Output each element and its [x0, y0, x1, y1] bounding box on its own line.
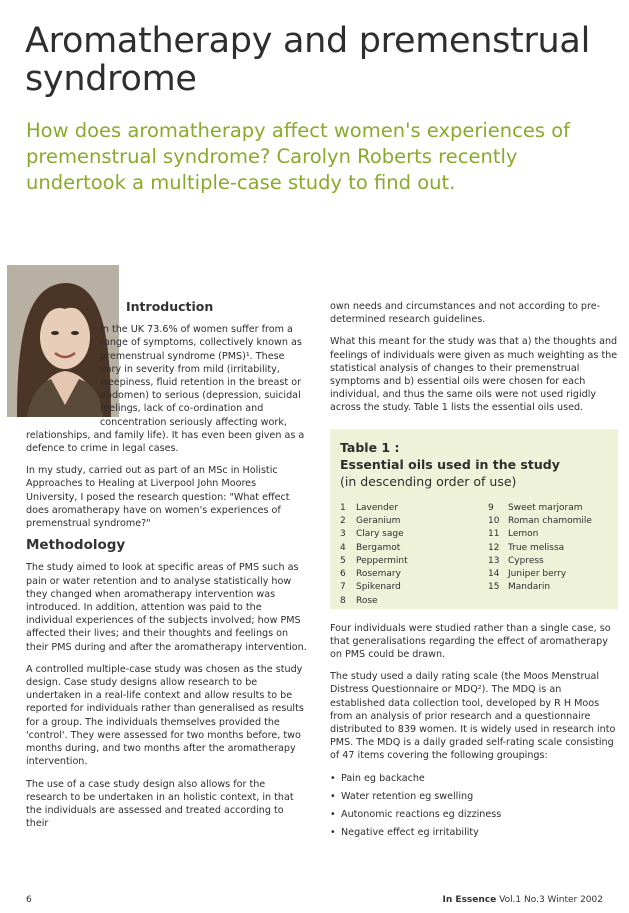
oil-item	[488, 502, 592, 515]
oil-item	[340, 528, 488, 541]
list-item-text: Water retention eg swelling	[341, 790, 474, 802]
right-column	[330, 300, 618, 844]
oil-name: True melissa	[508, 542, 565, 553]
oil-item	[488, 515, 592, 528]
oils-column-2	[488, 502, 592, 608]
list-item	[330, 808, 618, 821]
article-subtitle: How does aromatherapy affect women's experiences of premenstrual syndrome? Carolyn Roberts recently undertook a multiple-case study to find out.	[26, 119, 571, 194]
oil-item	[340, 568, 488, 581]
oil-item	[488, 528, 592, 541]
article-title: Aromatherapy and premenstrual syndrome	[25, 21, 591, 99]
right-paragraph-4: The study used a daily rating scale (the Moos Menstrual Distress Questionnaire or MDQ²). The MDQ is an established data collection tool, developed by R H Moos from an analysis of prior research and a questionnaire distributed to 839 women. It is widely used in research into PMS. The MDQ is a daily graded self-rating scale consisting of 47 items covering the following groupings:	[330, 671, 616, 762]
bullet-icon: •	[330, 827, 336, 839]
oil-rank: 3	[340, 529, 346, 540]
oil-item	[340, 595, 488, 608]
table-1-title: Table 1 :	[340, 439, 400, 455]
oil-name: Sweet marjoram	[508, 502, 583, 513]
oil-name: Cypress	[508, 555, 544, 566]
introduction-heading: Introduction	[126, 299, 214, 314]
photo-wrap-spacer	[0, 323, 100, 416]
oil-item	[340, 581, 488, 594]
oil-item	[488, 581, 592, 594]
oil-rank: 4	[340, 542, 346, 553]
oils-list	[340, 502, 608, 608]
table-1-subtitle: Essential oils used in the study	[340, 456, 560, 472]
oil-name: Mandarin	[508, 582, 551, 593]
oil-rank: 9	[488, 502, 494, 513]
oil-rank: 14	[488, 569, 500, 580]
oil-rank: 8	[340, 595, 346, 606]
oil-rank: 1	[340, 502, 346, 513]
mdq-groupings-list	[330, 772, 618, 840]
oil-name: Clary sage	[356, 529, 404, 540]
oil-name: Bergamot	[356, 542, 401, 553]
oil-name: Peppermint	[356, 555, 408, 566]
oil-rank: 12	[488, 542, 500, 553]
journal-footer	[443, 895, 603, 905]
oil-item	[488, 568, 592, 581]
oil-name: Rosemary	[356, 569, 401, 580]
intro-paragraph-1	[26, 323, 308, 455]
oil-name: Geranium	[356, 515, 401, 526]
page-number: 6	[26, 895, 32, 905]
bullet-icon: •	[330, 809, 336, 821]
list-item-text: Negative effect eg irritability	[341, 827, 479, 839]
methodology-paragraph-3: The use of a case study design also allows for the research to be undertaken in an holistic context, in that the individuals are assessed and treated according to their	[26, 778, 294, 830]
oil-item	[340, 502, 488, 515]
right-paragraph-2: What this meant for the study was that a) the thoughts and feelings of individuals were given as much weighting as the statistical analysis of changes to their premenstrual symptoms and b) essential oils were chosen for each individual, and thus the same oils were not used rigidly across the study. Table 1 lists the essential oils used.	[330, 336, 618, 414]
journal-issue: Vol.1 No.3 Winter 2002	[499, 895, 603, 905]
oil-name: Spikenard	[356, 582, 401, 593]
journal-name: In Essence	[442, 895, 497, 905]
right-paragraph-1: own needs and circumstances and not according to pre-determined research guidelines.	[330, 301, 601, 326]
oil-name: Rose	[356, 595, 378, 606]
oil-item	[488, 542, 592, 555]
table-1-note: (in descending order of use)	[340, 473, 517, 489]
methodology-paragraph-2: A controlled multiple-case study was chosen as the study design. Case study designs allow research to be undertaken in a real-life context and allow results to be reported for individuals rather than generalised as results for a group. The individuals themselves provided the 'control'. They were assessed for two months before, two months during, and two months after the aromatherapy intervention.	[26, 663, 304, 768]
right-paragraph-3: Four individuals were studied rather than a single case, so that generalisations regarding the effect of aromatherapy on PMS could be drawn.	[330, 622, 611, 661]
oil-rank: 13	[488, 555, 500, 566]
oil-rank: 7	[340, 582, 346, 593]
list-item-text: Pain eg backache	[341, 772, 425, 784]
oils-column-1	[340, 502, 488, 608]
intro-paragraph-2: In my study, carried out as part of an MSc in Holistic Approaches to Healing at Liverpool John Moores University, I posed the research question: "What effect does aromatherapy have on women's experiences of premenstrual syndrome?"	[26, 465, 290, 530]
list-item	[330, 772, 618, 785]
list-item	[330, 790, 618, 803]
oil-rank: 15	[488, 582, 500, 593]
left-column	[26, 300, 308, 839]
oil-item	[340, 515, 488, 528]
oil-rank: 6	[340, 569, 346, 580]
oil-item	[340, 542, 488, 555]
bullet-icon: •	[330, 790, 336, 802]
list-item	[330, 826, 618, 839]
intro-paragraph-1-text: In the UK 73.6% of women suffer from a range of symptoms, collectively known as premenstrual syndrome (PMS)¹. These vary in severity from mild (irritability, weepiness, fluid retention in the breast or abdomen) to serious (depression, suicidal feelings, lack of co-ordination and concentration seriously affecting work, relationships, and family life). It has even been given as a defence to crime in legal cases.	[26, 324, 305, 455]
oil-name: Lemon	[508, 529, 539, 540]
list-item-text: Autonomic reactions eg dizziness	[341, 809, 502, 821]
oil-name: Roman chamomile	[508, 515, 592, 526]
oil-item	[340, 555, 488, 568]
oil-rank: 5	[340, 555, 346, 566]
bullet-icon: •	[330, 772, 336, 784]
oil-rank: 2	[340, 515, 346, 526]
oil-rank: 11	[488, 529, 500, 540]
oil-item	[488, 555, 592, 568]
table-1-box	[330, 429, 618, 609]
oil-name: Lavender	[356, 502, 399, 513]
methodology-paragraph-1: The study aimed to look at specific areas of PMS such as pain or water retention and to analyse statistically how they changed when aromatherapy intervention was introduced. In addition, attention was paid to the individual experiences of the subjects involved; how PMS affected their lives; and their thoughts and feelings on their PMS during and after the aromatherapy intervention.	[26, 562, 307, 653]
methodology-heading: Methodology	[26, 537, 126, 554]
oil-rank: 10	[488, 515, 500, 526]
oil-name: Juniper berry	[508, 569, 567, 580]
